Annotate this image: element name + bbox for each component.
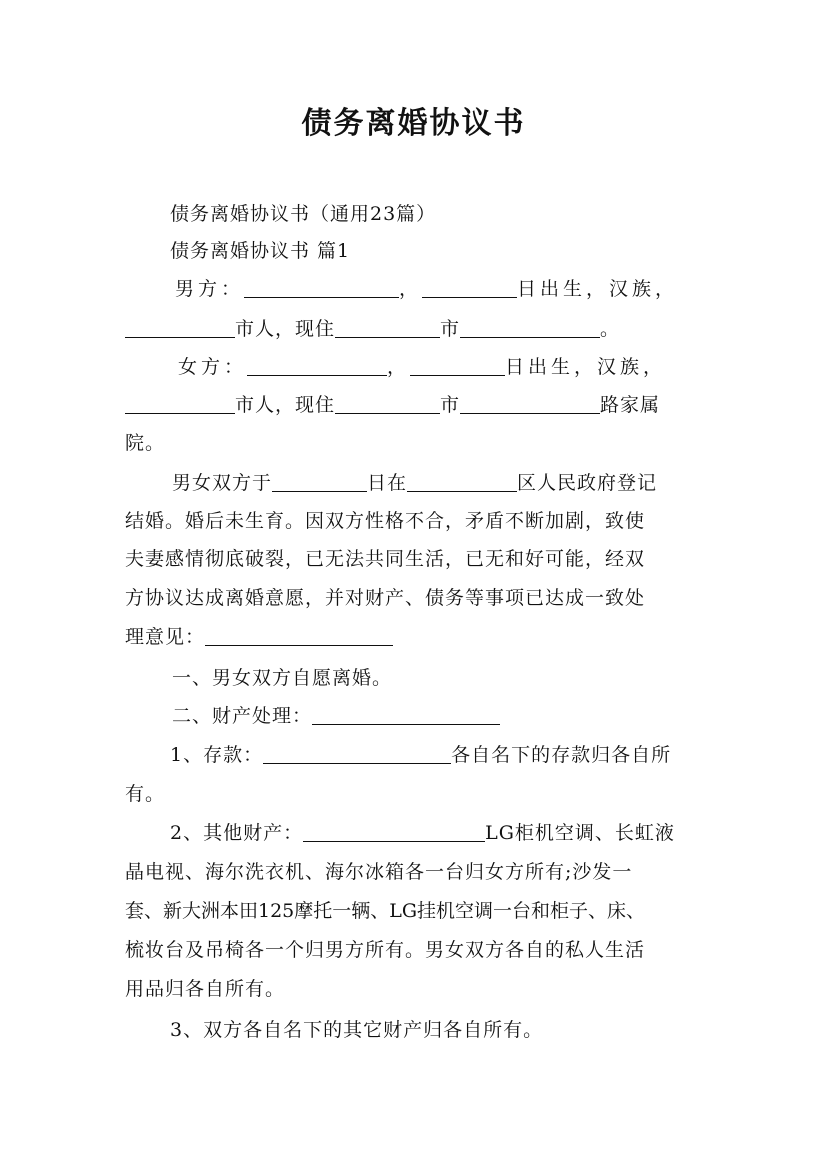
male-label: 男方： bbox=[175, 278, 245, 300]
clause-3: 3、双方各自名下的其它财产归各自所有。 bbox=[170, 1019, 544, 1041]
female-line-2: 市人，现住 市 路家属 bbox=[125, 386, 705, 424]
female-line-3: 院。 bbox=[125, 432, 166, 454]
blank-field bbox=[460, 317, 600, 338]
blank-field bbox=[272, 471, 367, 492]
blank-field bbox=[205, 625, 393, 646]
marriage-line-3: 夫妻感情彻底破裂，已无法共同生活，已无和好可能，经双 bbox=[125, 548, 646, 570]
blank-field bbox=[244, 277, 399, 298]
other-line-3: 套、新大洲本田125摩托一辆、LG挂机空调一台和柜子、床、 bbox=[125, 900, 646, 922]
deposit-line-2: 有。 bbox=[125, 783, 166, 805]
marriage-line-4: 方协议达成离婚意愿，并对财产、债务等事项已达成一致处 bbox=[125, 587, 646, 609]
other-line-5: 用品归各自所有。 bbox=[125, 978, 286, 1000]
deposit-line-1: 1、存款： 各自名下的存款归各自所 bbox=[170, 744, 672, 766]
blank-field bbox=[422, 277, 517, 298]
blank-field bbox=[335, 317, 440, 338]
clause-2: 二、财产处理： bbox=[172, 697, 752, 735]
document-title: 债务离婚协议书 bbox=[301, 106, 526, 141]
blank-field bbox=[125, 393, 235, 414]
marriage-line-5: 理意见： bbox=[125, 618, 705, 656]
blank-field bbox=[247, 355, 387, 376]
other-line-2: 晶电视、海尔洗衣机、海尔冰箱各一台归女方所有;沙发一 bbox=[125, 861, 633, 883]
clause-1: 一、男女双方自愿离婚。 bbox=[172, 667, 393, 689]
female-label: 女方： bbox=[178, 356, 248, 378]
document-subtitle: 债务离婚协议书（通用23篇） bbox=[170, 203, 437, 225]
marriage-line-1: 男女双方于 日在 区人民政府登记 bbox=[172, 472, 658, 494]
blank-field bbox=[335, 393, 440, 414]
section-heading: 债务离婚协议书 篇1 bbox=[170, 240, 351, 262]
blank-field bbox=[263, 743, 451, 764]
blank-field bbox=[410, 355, 505, 376]
blank-field bbox=[125, 317, 235, 338]
blank-field bbox=[460, 393, 600, 414]
male-line-1: 男方： ， 日出生，汉族， bbox=[175, 278, 679, 300]
other-line-1: 2、其他财产： LG柜机空调、长虹液 bbox=[170, 822, 675, 844]
female-line-1: 女方： ， 日出生，汉族， bbox=[178, 356, 667, 378]
blank-field bbox=[303, 821, 485, 842]
other-line-4: 梳妆台及吊椅各一个归男方所有。男女双方各自的私人生活 bbox=[125, 939, 646, 961]
blank-field bbox=[407, 471, 517, 492]
marriage-line-2: 结婚。婚后未生育。因双方性格不合，矛盾不断加剧，致使 bbox=[125, 510, 646, 532]
blank-field bbox=[312, 704, 500, 725]
male-line-2: 市人，现住 市 。 bbox=[125, 310, 705, 348]
